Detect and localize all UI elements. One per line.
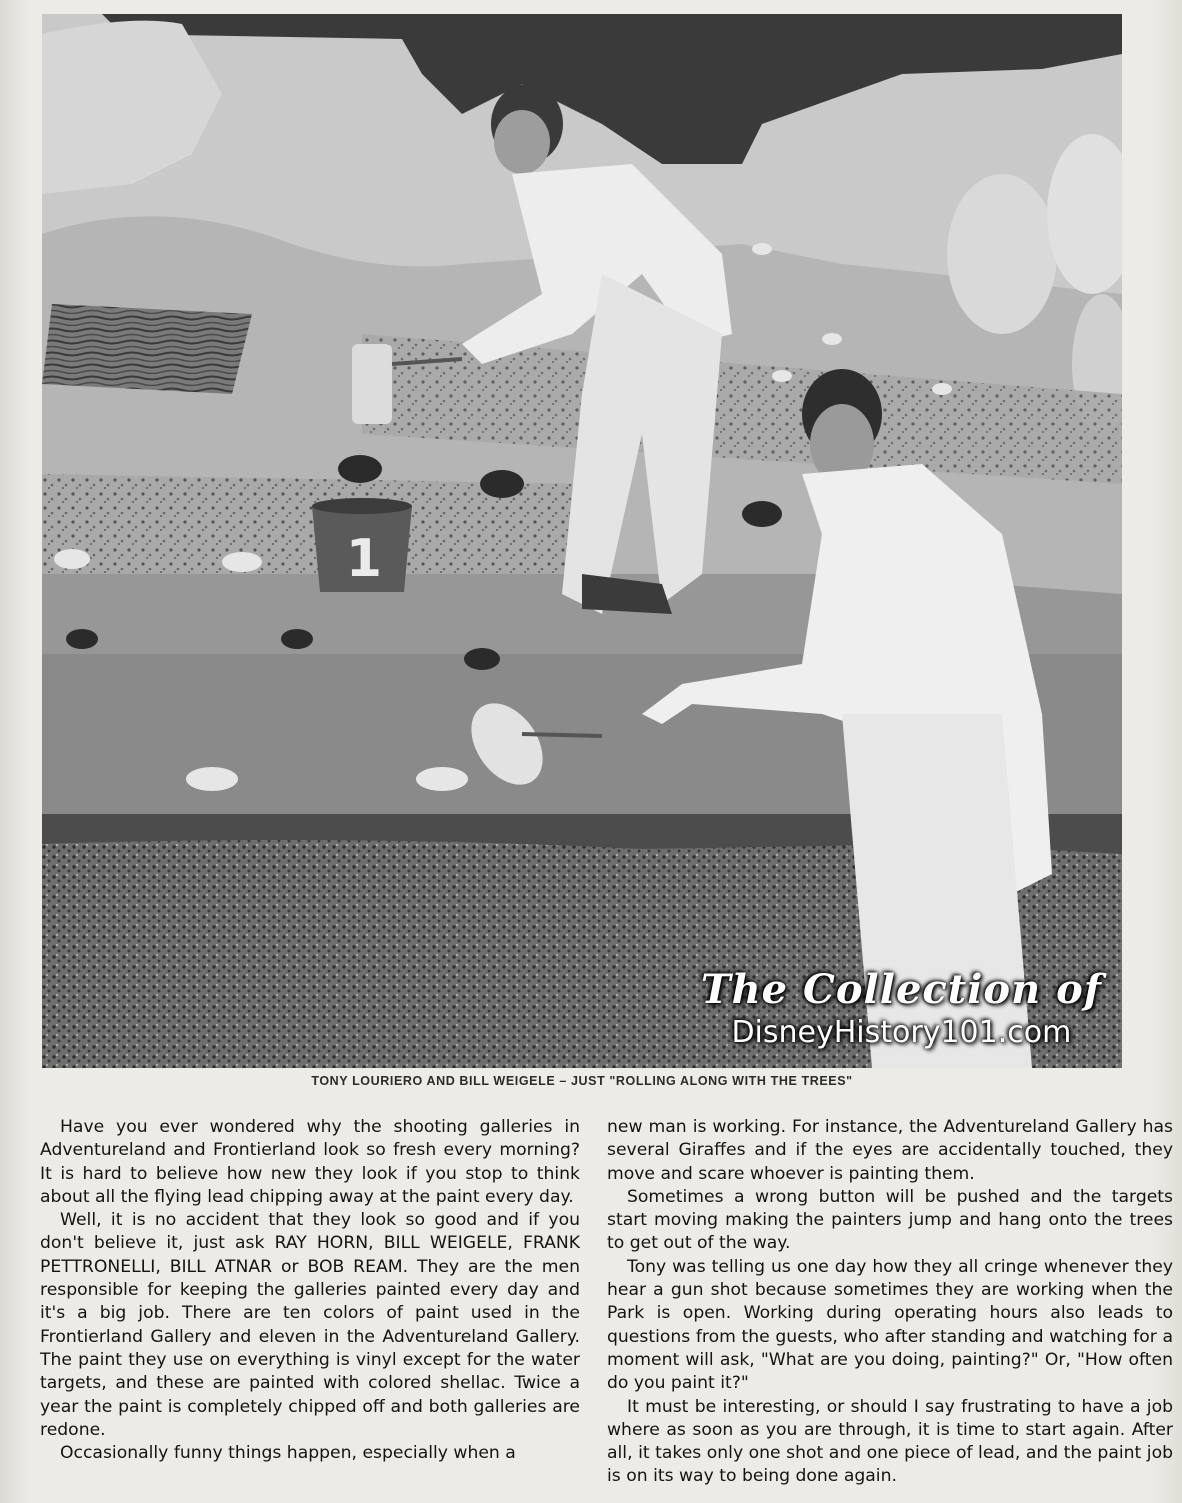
bucket-number: 1	[345, 529, 383, 589]
paragraph: Occasionally funny things happen, especially when a	[60, 1443, 516, 1464]
paragraph: Well, it is no accident that they look so good and if you don't believe it, just ask RAY HORN, BILL WEIGELE, FRANK PETTRONELLI, BILL ATNAR or BOB REAM. They are the men responsible for keeping the galleries painted every day and it's a big job. There are ten colors of paint used in the Frontierland Gallery and eleven in the Adventureland Gallery. The paint they use on everything is vinyl except for the water targets, and these are painted with colored shellac. Twice a year the paint is completely chipped off and both galleries are redone.	[40, 1210, 580, 1440]
paragraph: Sometimes a wrong button will be pushed and the targets start moving making the painters jump and hang onto the trees to get out of the way.	[607, 1186, 1173, 1254]
watermark-url: DisneyHistory101.com	[731, 1015, 1072, 1050]
photograph-painters	[42, 14, 1122, 1068]
photo-caption: TONY LOURIERO AND BILL WEIGELE – JUST "ROLLING ALONG WITH THE TREES"	[311, 1074, 853, 1088]
paragraph: It must be interesting, or should I say frustrating to have a job where as soon as you are through, it is time to start again. After all, it takes only one shot and one piece of lead, and the paint job is on its way to being done again.	[607, 1396, 1173, 1487]
paragraph: Tony was telling us one day how they all cringe whenever they hear a gun shot because sometimes they are working when the Park is open. Working during operating hours also leads to questions from the guests, who after standing and watching for a moment will ask, "What are you doing, painting?" Or, "How often do you paint it?"	[607, 1256, 1173, 1394]
article-column-right	[607, 1116, 1173, 1489]
paragraph: Have you ever wondered why the shooting galleries in Adventureland and Frontierland look so fresh every morning? It is hard to believe how new they look if you stop to think about all the flying lead chipping away at the paint every day.	[40, 1117, 580, 1207]
article-column-left	[40, 1116, 580, 1465]
paragraph: new man is working. For instance, the Adventureland Gallery has several Giraffes and if the eyes are accidentally touched, they move and scare whoever is painting them.	[607, 1117, 1173, 1184]
photo-illustration	[42, 14, 1122, 1068]
watermark-title: The Collection of	[700, 966, 1102, 1013]
watermark	[701, 966, 1102, 1050]
